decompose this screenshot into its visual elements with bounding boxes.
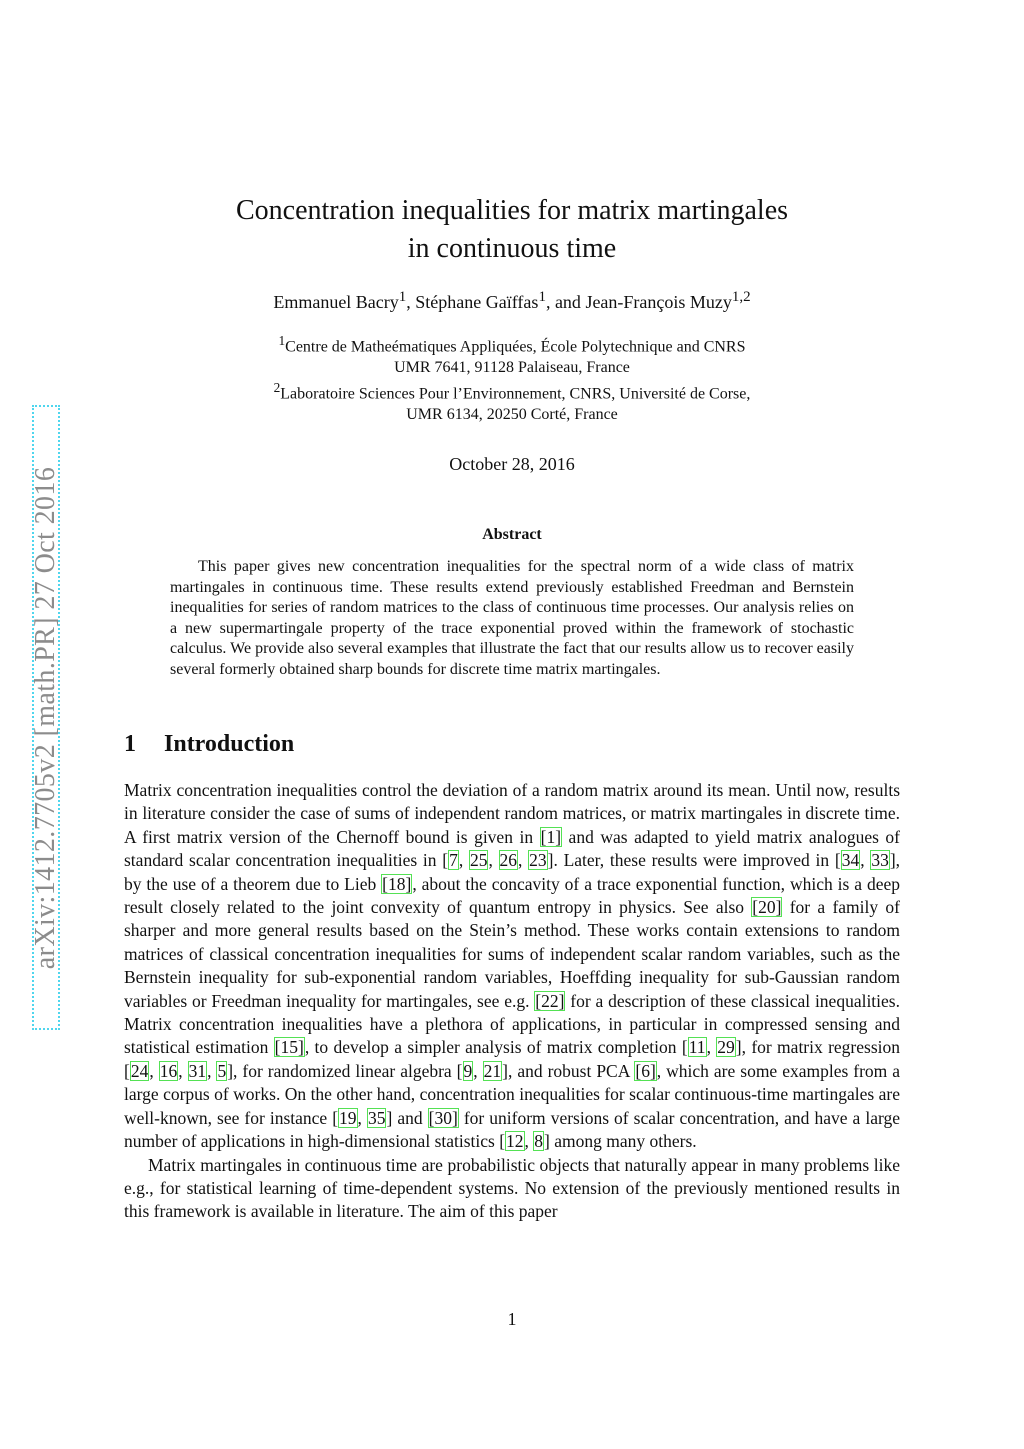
paragraph: Matrix martingales in continuous time are probabilistic objects that naturally appear in many problems like e.g., for statistical learning of time-dependent systems. No extension of the previously mentioned results in this framework is available in literature. The aim of this paper [124,1154,900,1222]
citation-link[interactable]: 7 [449,850,458,871]
text-run: , [458,850,469,871]
citation-link[interactable]: 23 [529,850,547,871]
citation-link[interactable]: [6] [635,1060,656,1081]
text-run: , [178,1060,188,1081]
affiliation-text: Centre de Matheématiques Appliquées, École Polytechnique and CNRS [285,338,746,356]
citation-link[interactable]: 12 [506,1131,524,1152]
citation-link[interactable]: [30] [428,1107,458,1128]
affiliation-line [124,378,900,405]
citation-link[interactable]: 19 [339,1107,357,1128]
text-run: ] among many others. [544,1131,697,1152]
author-affil-mark: 1,2 [731,289,751,305]
citation-link[interactable]: 35 [367,1107,386,1128]
text-run: ], for randomized linear algebra [ [227,1060,463,1081]
author-name: Emmanuel Bacry [273,292,399,312]
text-run: for a family of sharper and more general results based on the Stein’s method. These works contain extensions to random matrices of classical concentration inequalities for sums of independent scalar random variables, such as the Bernstein inequality for sub-exponential random variables, Hoeffding inequality for sub-Gaussian random variables or Freedman inequality for martingales, see e.g. [124,897,901,1011]
affiliation-line: UMR 6134, 20250 Corté, France [406,406,618,424]
affiliation-mark: 1 [278,333,286,348]
citation-link[interactable]: [22] [535,990,565,1011]
affiliation-text: Laboratoire Sciences Pour l’Environnement, CNRS, Université de Corse, [280,385,751,403]
citation-link[interactable]: [15] [274,1037,304,1058]
abstract-text: This paper gives new concentration inequalities for the spectral norm of a wide class of matrix martingales in continuous time. These results extend previously established Freedman and Bernstein inequalities for series of random matrices to the class of continuous time processes. Our analysis relies on a new supermartingale property of the trace exponential proved within the framework of stochastic calculus. We provide also several examples that illustrate the fact that our results allow us to recover easily several formerly obtained sharp bounds for discrete time matrix martingales. [170,558,854,678]
text-run: , [524,1131,534,1152]
citation-link[interactable]: 8 [534,1131,544,1152]
arxiv-identifier: arXiv:1412.7705v2 [math.PR] 27 Oct 2016 [30,466,61,969]
citation-link[interactable]: 34 [841,850,860,871]
text-run: , [706,1037,717,1058]
title-line-2: in continuous time [407,233,617,264]
section-heading [124,731,294,758]
author-affil-mark: 1 [538,289,546,305]
author-list [124,289,900,313]
page-number: 1 [507,1309,517,1329]
body-text [124,779,900,1224]
citation-link[interactable]: 9 [463,1060,473,1081]
paragraph [124,779,900,1154]
citation-link[interactable]: [1] [540,826,562,847]
arxiv-stamp[interactable] [32,405,60,1030]
citation-link[interactable]: [18] [382,873,412,894]
text-run: , [488,850,499,871]
citation-link[interactable]: 24 [130,1060,149,1081]
section-number: 1 [124,731,136,757]
citation-link[interactable]: [20] [752,897,782,918]
text-run: ], by the use of a theorem due to Lieb [124,850,901,894]
affiliation-line [124,331,900,358]
citation-link[interactable]: 5 [217,1060,227,1081]
text-run: for uniform versions of scalar concentration, and have a large number of applications in high-dimensional statistics [ [124,1107,901,1152]
section-title: Introduction [164,731,295,757]
text-run: , [518,850,529,871]
title-line-1: Concentration inequalities for matrix martingales [235,195,789,226]
text-run: , [357,1107,367,1128]
text-run: ], for matrix regression [ [124,1037,900,1081]
text-run: , to develop a simpler analysis of matrix completion [ [304,1037,688,1058]
citation-link[interactable]: 29 [717,1037,735,1058]
text-run: , [207,1060,217,1081]
citation-link[interactable]: 26 [499,850,518,871]
text-run: and was adapted to yield matrix analogues of standard scalar concentration inequalities in [ [124,826,901,871]
text-run: , [473,1060,483,1081]
paper-date: October 28, 2016 [449,454,575,474]
author-name: Stéphane Gaïffas [415,292,539,312]
author-separator: , and [545,292,586,312]
citation-link[interactable]: 16 [159,1060,178,1081]
abstract-heading: Abstract [482,526,542,543]
text-run: Matrix concentration inequalities control the deviation of a random matrix around its mean. Until now, results in literature consider the case of sums of independent random matrices, or matrix martingales in discrete time. A first matrix version of the Chernoff bound is given in [124,780,900,847]
citation-link[interactable]: 33 [871,850,889,871]
text-run: ] and [386,1107,428,1128]
citation-link[interactable]: 31 [188,1060,207,1081]
text-run: , [149,1060,159,1081]
text-run: , [860,850,871,871]
citation-link[interactable]: 11 [688,1037,706,1058]
author-name: Jean-François Muzy [585,292,732,312]
citation-link[interactable]: 21 [483,1060,502,1081]
text-run: ], and robust PCA [502,1060,635,1081]
citation-link[interactable]: 25 [469,850,488,871]
affiliation-mark: 2 [273,380,281,396]
affiliation-line: UMR 7641, 91128 Palaiseau, France [394,358,630,376]
text-run: , which are some examples from a large corpus of works. On the other hand, concentration inequalities for scalar continuous-time martingales are well-known, see for instance [ [124,1060,901,1128]
author-affil-mark: 1 [398,289,407,305]
text-run: , about the concavity of a trace exponential function, which is a deep result closely related to the joint convexity of quantum entropy in physics. See also [124,873,900,918]
paper-title [124,192,900,268]
text-run: for a description of these classical inequalities. Matrix concentration inequalities have a plethora of applications, in particular in compressed sensing and statistical estimation [124,990,900,1058]
text-run: ]. Later, these results were improved in [ [547,850,841,871]
author-separator: , [406,292,416,312]
affiliations [124,331,900,426]
